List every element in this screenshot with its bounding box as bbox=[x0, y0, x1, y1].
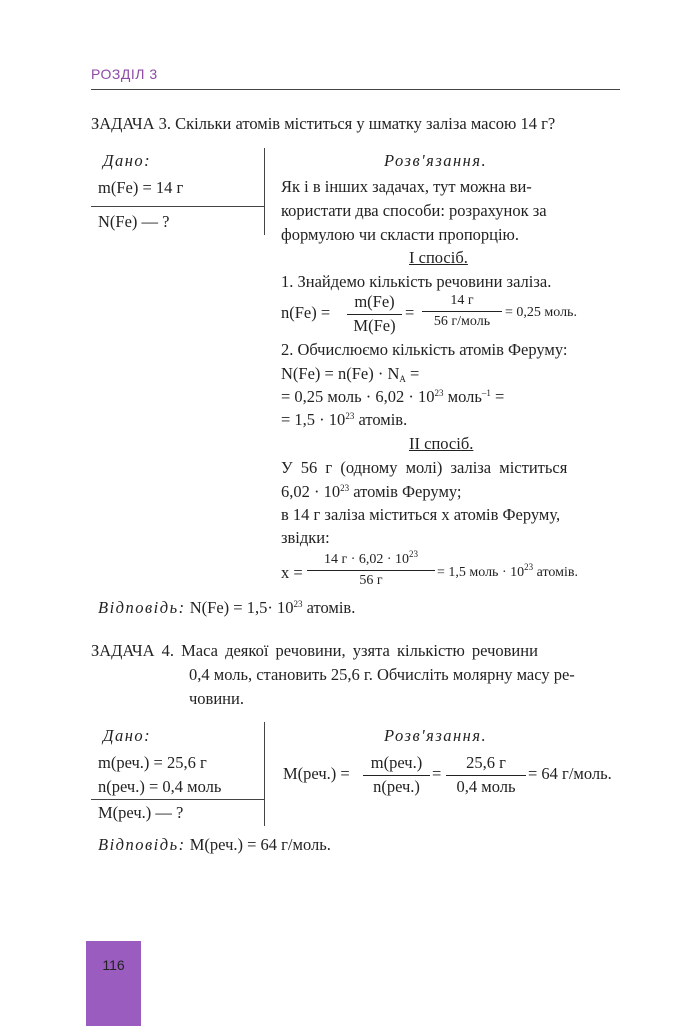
eq1-numerator: m(Fe) bbox=[354, 292, 395, 311]
m2-line-1: У 56 г (одному молі) заліза міститься bbox=[281, 458, 568, 477]
eq1-denominator-2: 56 г/моль bbox=[433, 314, 491, 329]
calc-line-2: = 0,25 моль · $6,02 \cdot 10^{23}$ моль$^{-1}$ = bbox=[281, 387, 505, 406]
task4-given-divider bbox=[91, 799, 264, 800]
task4-solution-heading: Розв'язання. bbox=[384, 726, 488, 745]
task3-method2-heading: ІІ спосіб. bbox=[409, 434, 474, 453]
task3-intro-line-3: формулою чи скласти пропорцію. bbox=[281, 225, 520, 244]
task3-find: N(Fe) — ? bbox=[98, 212, 170, 231]
task4-numerator: m(реч.) bbox=[370, 753, 423, 772]
task4-fraction bbox=[363, 755, 430, 795]
task4-denominator: n(реч.) bbox=[373, 776, 420, 796]
eq2-numerator: 14 $г \cdot 6,02 \cdot 10^{23}$ bbox=[323, 549, 419, 567]
task3-title: ЗАДАЧА 3. Скільки атомів міститься у шматку заліза масою 14 г? bbox=[91, 114, 556, 133]
task4-title-line-1: ЗАДАЧА 4. Маса деякої речовини, узята кількістю речовини bbox=[91, 641, 538, 660]
m2-line-3: в 14 г заліза міститься x атомів Феруму, bbox=[281, 505, 561, 524]
task4-eq-lhs: M(реч.) = bbox=[283, 764, 350, 783]
task3-given-mass: m(Fe) = 14 г bbox=[98, 178, 184, 197]
task3-method1-heading: І спосіб. bbox=[409, 248, 468, 267]
task3-step1: 1. Знайдемо кількість речовини заліза. bbox=[281, 272, 552, 291]
task4-denominator-2: 0,4 моль bbox=[456, 776, 516, 796]
eq2-denominator: 56 г bbox=[359, 573, 383, 588]
eq2-result: = 1,5 моль · $10^{23}$ атомів. bbox=[437, 562, 578, 580]
task3-given-heading: Дано: bbox=[103, 151, 152, 170]
task3-answer: Відповідь: $N(Fe) = 1,5\cdot 10^{23}$ атомів. bbox=[98, 598, 356, 617]
task4-eq-mid: = bbox=[432, 764, 442, 783]
page-number: 116 bbox=[102, 957, 125, 973]
task4-title-line-2: 0,4 моль, становить 25,6 г. Обчисліть молярну масу ре- bbox=[189, 665, 575, 684]
calc-line-1: $N(Fe) = n(Fe) \cdot N_A$ = bbox=[281, 364, 420, 384]
section-header: РОЗДІЛ 3 bbox=[91, 66, 158, 82]
task3-solution-heading: Розв'язання. bbox=[384, 151, 488, 170]
task4-given-mass: m(реч.) = 25,6 г bbox=[98, 753, 207, 772]
task4-vertical-divider bbox=[264, 722, 265, 826]
page-number-tab bbox=[86, 941, 141, 1026]
task3-vertical-divider bbox=[264, 148, 265, 235]
eq2-lhs: x = bbox=[281, 563, 303, 582]
task4-eq-result: = 64 г/моль. bbox=[528, 764, 612, 783]
eq2-fraction bbox=[307, 549, 435, 588]
eq1-equals: = bbox=[405, 303, 415, 322]
task3-intro-line-2: користати два способи: розрахунок за bbox=[281, 201, 547, 220]
task4-fraction-2 bbox=[446, 755, 526, 795]
eq1-numerator-2: 14 г bbox=[450, 293, 474, 308]
eq1-denominator: M(Fe) bbox=[353, 315, 396, 335]
task4-numerator-2: 25,6 г bbox=[466, 753, 506, 772]
header-divider bbox=[91, 89, 620, 90]
task4-given-heading: Дано: bbox=[103, 726, 152, 745]
eq1-result: = 0,25 моль. bbox=[505, 305, 577, 320]
m2-line-2: $6,02 \cdot 10^{23}$ атомів Феруму; bbox=[281, 482, 462, 501]
m2-line-4: звідки: bbox=[281, 528, 330, 547]
task3-intro-line-1: Як і в інших задачах, тут можна ви- bbox=[281, 177, 532, 196]
task4-answer: Відповідь: M(реч.) = 64 г/моль. bbox=[98, 835, 331, 854]
eq1-fraction-2 bbox=[422, 294, 502, 329]
task4-given-amount: n(реч.) = 0,4 моль bbox=[98, 777, 222, 796]
task3-step2: 2. Обчислюємо кількість атомів Феруму: bbox=[281, 340, 568, 359]
task4-find: M(реч.) — ? bbox=[98, 803, 184, 822]
task4-title-line-3: човини. bbox=[189, 689, 244, 708]
task3-given-divider bbox=[91, 206, 264, 207]
calc-line-3: = $1,5 \cdot 10^{23}$ атомів. bbox=[281, 410, 408, 429]
eq1-lhs: n(Fe) = bbox=[281, 303, 331, 322]
eq1-fraction bbox=[347, 294, 402, 334]
